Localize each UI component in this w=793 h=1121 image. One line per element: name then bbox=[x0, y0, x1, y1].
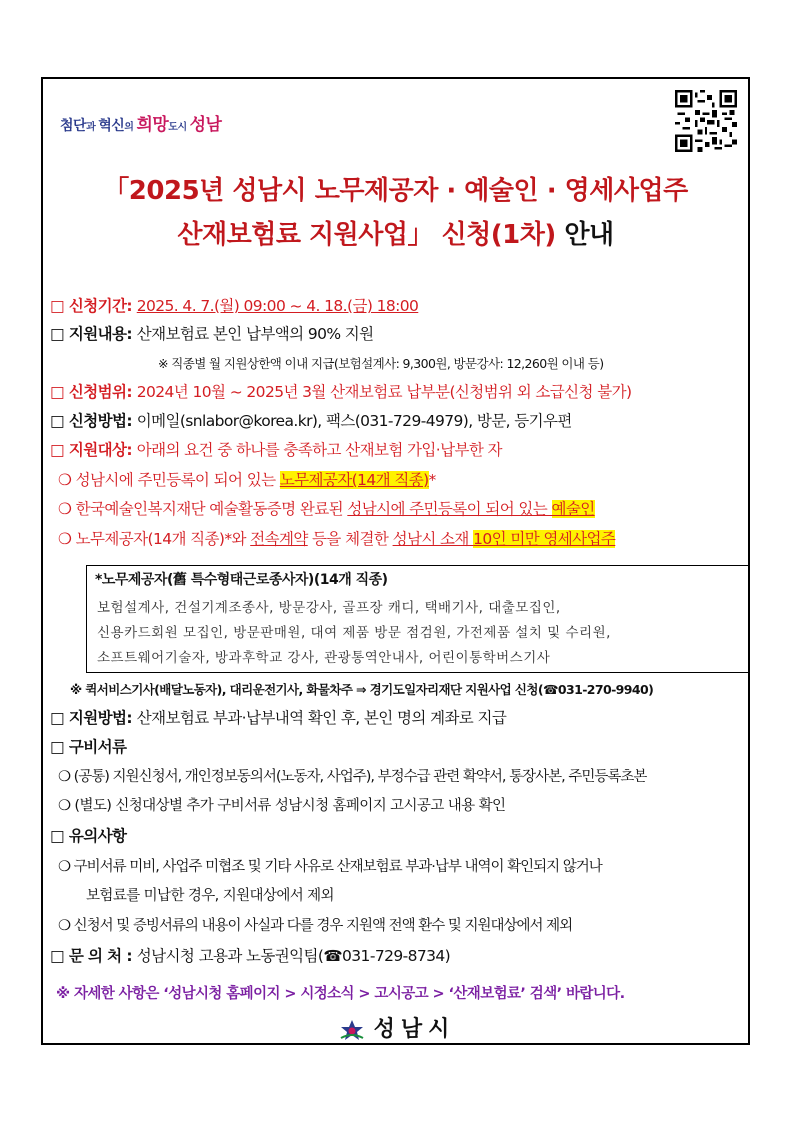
target-item-laborer: ❍ 성남시에 주민등록이 되어 있는 노무제공자(14개 직종)* bbox=[58, 471, 436, 489]
box-row: 소프트웨어기술자, 방과후학교 강사, 관광통역안내사, 어린이통학버스기사 bbox=[97, 650, 551, 666]
target-item-artist: ❍ 한국예술인복지재단 예술활동증명 완료된 성남시에 주민등록이 되어 있는 예술인 bbox=[58, 500, 595, 518]
final-note: ※ 자세한 사항은 ‘성남시청 홈페이지 > 시정소식 > 고시공고 > ‘산재보험료’ 검색’ 바랍니다. bbox=[56, 986, 625, 1002]
docs-extra: ❍ (별도) 신청대상별 추가 구비서류 성남시청 홈페이지 고시공고 내용 확인 bbox=[58, 798, 506, 814]
scope-row: □ 신청범위: 2024년 10월 ~ 2025년 3월 산재보험료 납부분(신청범위 외 소급신청 불가) bbox=[50, 383, 632, 401]
target-item-employer: ❍ 노무제공자(14개 직종)*와 전속계약 등을 체결한 성남시 소재 10인 미만 영세사업주 bbox=[58, 530, 616, 548]
laborer-occupations-box bbox=[86, 565, 750, 673]
period-row: □ 신청기간: 2025. 4. 7.(월) 09:00 ~ 4. 18.(금) 18:00 bbox=[50, 297, 419, 315]
doc-title-line1: 「2025년 성남시 노무제공자 · 예술인 · 영세사업주 bbox=[103, 176, 688, 206]
caution-item-1: ❍ 구비서류 미비, 사업주 미협조 및 기타 사유로 산재보험료 부과·납부 내역이 확인되지 않거나 bbox=[58, 859, 602, 875]
city-slogan: 첨단과 혁신의 희망도시 성남 bbox=[60, 115, 222, 135]
city-emblem-icon bbox=[338, 1018, 366, 1042]
box-row: 신용카드회원 모집인, 방문판매원, 대여 제품 방문 점검원, 가전제품 설치 및 수리원, bbox=[97, 625, 611, 641]
footer-city-name: 성남시 bbox=[373, 1017, 456, 1042]
content-row: □ 지원내용: 산재보험료 본인 납부액의 90% 지원 bbox=[50, 325, 374, 343]
contact-row: □ 문 의 처 : 성남시청 고용과 노동권익팀(☎031-729-8734) bbox=[50, 947, 451, 965]
doc-title-line2: 산재보험료 지원사업」 신청(1차) 안내 bbox=[177, 220, 614, 250]
docs-heading: □ 구비서류 bbox=[50, 738, 127, 756]
caution-heading: □ 유의사항 bbox=[50, 827, 127, 845]
method-row: □ 신청방법: 이메일(snlabor@korea.kr), 팩스(031-729-4979), 방문, 등기우편 bbox=[50, 412, 572, 430]
footer-city-logo bbox=[0, 1012, 793, 1043]
docs-common: ❍ (공통) 지원신청서, 개인정보동의서(노동자, 사업주), 부정수급 관련 확약서, 통장사본, 주민등록초본 bbox=[58, 769, 647, 785]
content-note: ※ 직종별 월 지원상한액 이내 지급(보험설계사: 9,300원, 방문강사: 12,260원 이내 등) bbox=[158, 356, 604, 371]
box-header: *노무제공자(舊 특수형태근로종사자)(14개 직종) bbox=[95, 572, 388, 588]
caution-item-2: ❍ 신청서 및 증빙서류의 내용이 사실과 다를 경우 지원액 전액 환수 및 지원대상에서 제외 bbox=[58, 918, 573, 934]
quick-service-note: ※ 퀵서비스기사(배달노동자), 대리운전기사, 화물차주 ⇒ 경기도일자리재단 지원사업 신청(☎031-270-9940) bbox=[70, 682, 654, 697]
pay-method-row: □ 지원방법: 산재보험료 부과·납부내역 확인 후, 본인 명의 계좌로 지급 bbox=[50, 709, 507, 727]
caution-item-1-cont: 보험료를 미납한 경우, 지원대상에서 제외 bbox=[86, 888, 334, 904]
box-row: 보험설계사, 건설기계조종사, 방문강사, 골프장 캐디, 택배기사, 대출모집인, bbox=[97, 600, 561, 616]
target-row: □ 지원대상: 아래의 요건 중 하나를 충족하고 산재보험 가입·납부한 자 bbox=[50, 441, 502, 459]
qr-code-icon[interactable] bbox=[675, 90, 737, 152]
